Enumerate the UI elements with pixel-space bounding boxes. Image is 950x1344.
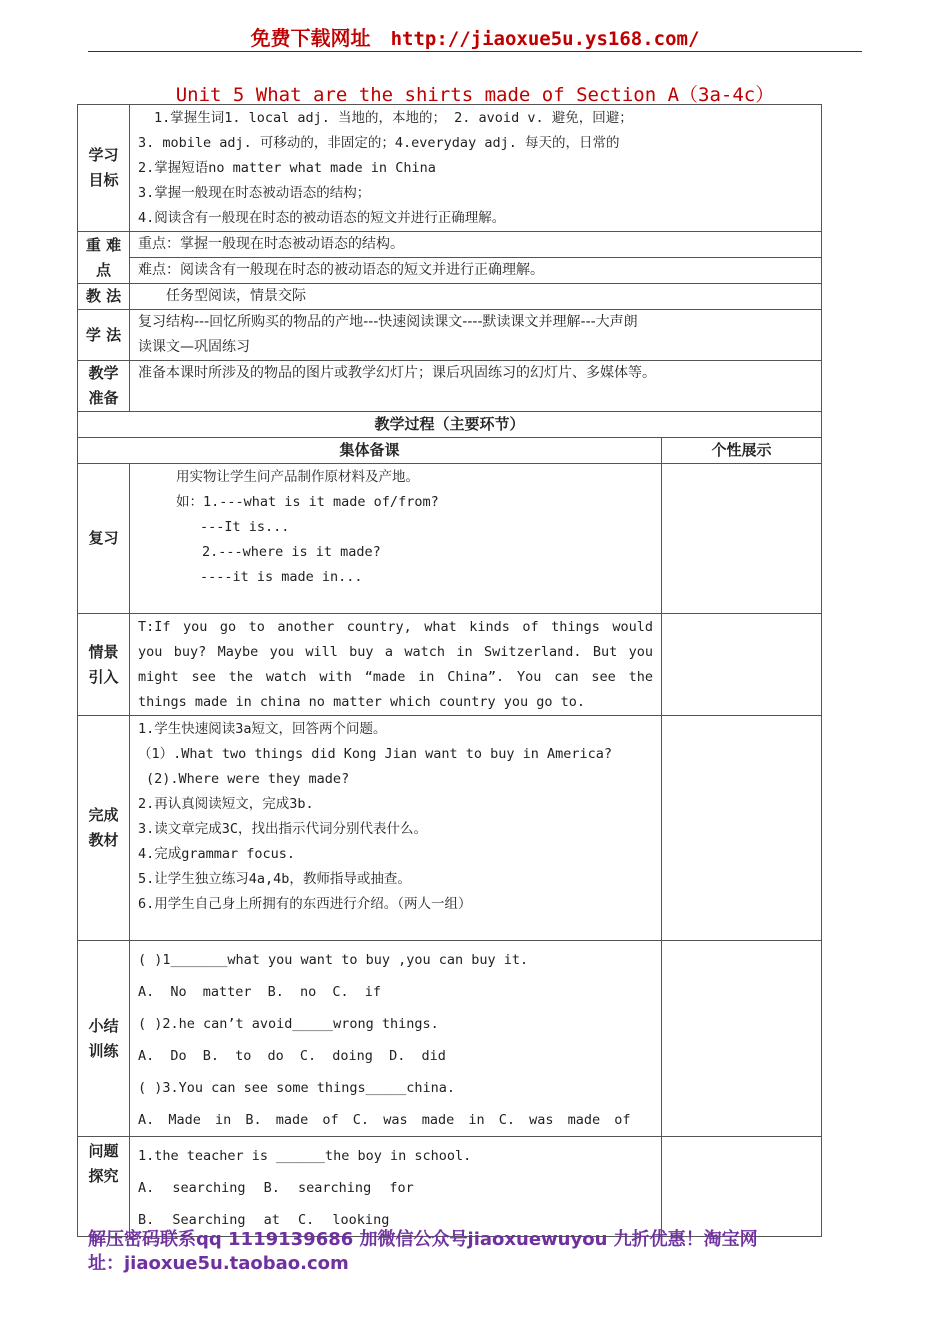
objective-line: 1.掌握生词1. local adj. 当地的，本地的； 2. avoid v. 避免，回避； bbox=[154, 110, 633, 126]
review-line: ----it is made in... bbox=[200, 569, 363, 585]
textbook-line: 1.学生快速阅读3a短文，回答两个问题。 bbox=[138, 721, 387, 737]
intro-line: you buy? Maybe you will buy a watch in Switzerland. But you bbox=[138, 644, 653, 660]
textbook-line: (2).Where were they made? bbox=[146, 771, 350, 787]
difficulty-text: 难点：阅读含有一般现在时态的被动语态的短文并进行正确理解。 bbox=[130, 258, 822, 284]
teaching-method-row bbox=[78, 284, 822, 310]
footer-line-1: 解压密码联系qq 1119139686 加微信公众号jiaoxuewuyou 九折优惠！淘宝网 bbox=[88, 1229, 758, 1250]
objective-line: 3. mobile adj. 可移动的，非固定的；4.everyday adj. 每天的，日常的 bbox=[138, 135, 620, 151]
footer-note bbox=[88, 1228, 848, 1276]
textbook-line: 6.用学生自己身上所拥有的东西进行介绍。（两人一组） bbox=[138, 896, 472, 912]
inquiry-line: A. searching B. searching for bbox=[138, 1180, 414, 1196]
exercise-line: A. Made in B. made of C. was made in C. was made of bbox=[138, 1112, 631, 1128]
objectives-label: 学习目标 bbox=[78, 105, 130, 232]
intro-label: 情景引入 bbox=[78, 614, 130, 716]
key-points-label: 重 难 点 bbox=[78, 232, 130, 284]
preparation-text: 准备本课时所涉及的物品的图片或教学幻灯片；课后巩固练习的幻灯片、多媒体等。 bbox=[130, 361, 822, 412]
learning-method-line: 读课文—巩固练习 bbox=[138, 339, 250, 355]
review-line: 2.---where is it made? bbox=[202, 544, 381, 560]
personal-display-cell bbox=[662, 941, 822, 1137]
objective-line: 2.掌握短语no matter what made in China bbox=[138, 160, 436, 176]
intro-line: T:If you go to another country, what kinds of things would bbox=[138, 619, 653, 635]
personal-display-cell bbox=[662, 464, 822, 614]
objective-line: 3.掌握一般现在时态被动语态的结构； bbox=[138, 185, 371, 201]
textbook-label: 完成教材 bbox=[78, 716, 130, 941]
summary-label: 小结训练 bbox=[78, 941, 130, 1137]
textbook-line: 3.读文章完成3C，找出指示代词分别代表什么。 bbox=[138, 821, 428, 837]
site-label: 免费下载网址 bbox=[250, 26, 371, 50]
teaching-method-text: 任务型阅读，情景交际 bbox=[130, 284, 822, 310]
footer-line-2[interactable]: 址：jiaoxue5u.taobao.com bbox=[88, 1253, 349, 1274]
intro-line: might see the watch with “made in China”. You can see the bbox=[138, 669, 653, 685]
intro-row bbox=[78, 614, 822, 716]
site-url-link[interactable]: http://jiaoxue5u.ys168.com/ bbox=[390, 28, 700, 50]
review-label: 复习 bbox=[78, 464, 130, 614]
process-heading: 教学过程（主要环节） bbox=[78, 412, 822, 438]
personal-display-header: 个性展示 bbox=[662, 438, 822, 464]
objective-line: 4.阅读含有一般现在时态的被动语态的短文并进行正确理解。 bbox=[138, 210, 506, 226]
process-heading-row bbox=[78, 412, 822, 438]
key-points-row bbox=[78, 232, 822, 258]
inquiry-row bbox=[78, 1137, 822, 1237]
exercise-line: ( )2.he can’t avoid_____wrong things. bbox=[138, 1016, 439, 1032]
difficulty-row bbox=[78, 258, 822, 284]
header-divider bbox=[88, 51, 862, 52]
site-header bbox=[0, 22, 950, 51]
learning-method-row bbox=[78, 310, 822, 361]
inquiry-line: 1.the teacher is ______the boy in school. bbox=[138, 1148, 472, 1164]
lesson-plan-table bbox=[77, 104, 822, 1237]
textbook-line: （1）.What two things did Kong Jian want to buy in America? bbox=[138, 746, 613, 762]
textbook-line: 2.再认真阅读短文，完成3b. bbox=[138, 796, 314, 812]
inquiry-label: 问题探究 bbox=[78, 1137, 130, 1237]
inquiry-line: B. Searching at C. looking bbox=[138, 1212, 390, 1228]
column-header-row bbox=[78, 438, 822, 464]
personal-display-cell bbox=[662, 614, 822, 716]
intro-line: things made in china no matter which country you go to. bbox=[138, 694, 586, 710]
exercise-line: A. No matter B. no C. if bbox=[138, 984, 382, 1000]
textbook-line: 5.让学生独立练习4a,4b，教师指导或抽查。 bbox=[138, 871, 411, 887]
personal-display-cell bbox=[662, 716, 822, 941]
exercise-line: ( )1_______what you want to buy ,you can buy it. bbox=[138, 952, 529, 968]
exercise-line: ( )3.You can see some things_____china. bbox=[138, 1080, 455, 1096]
preparation-label: 教学准备 bbox=[78, 361, 130, 412]
learning-method-line: 复习结构---回忆所购买的物品的产地---快速阅读课文----默读课文并理解---大声朗 bbox=[138, 314, 638, 330]
group-prep-header: 集体备课 bbox=[78, 438, 662, 464]
review-row bbox=[78, 464, 822, 614]
review-line: ---It is... bbox=[200, 519, 290, 535]
preparation-row bbox=[78, 361, 822, 412]
page-title: Unit 5 What are the shirts made of Section A（3a-4c） bbox=[175, 84, 775, 106]
exercise-line: A. Do B. to do C. doing D. did bbox=[138, 1048, 446, 1064]
personal-display-cell bbox=[662, 1137, 822, 1237]
learning-method-label: 学 法 bbox=[78, 310, 130, 361]
textbook-row bbox=[78, 716, 822, 941]
teaching-method-label: 教 法 bbox=[78, 284, 130, 310]
objectives-row bbox=[78, 105, 822, 232]
summary-row bbox=[78, 941, 822, 1137]
review-line: 如：1.---what is it made of/from? bbox=[176, 494, 439, 510]
focus-text: 重点：掌握一般现在时态被动语态的结构。 bbox=[130, 232, 822, 258]
textbook-line: 4.完成grammar focus. bbox=[138, 846, 296, 862]
review-line: 用实物让学生问产品制作原材料及产地。 bbox=[176, 469, 419, 485]
